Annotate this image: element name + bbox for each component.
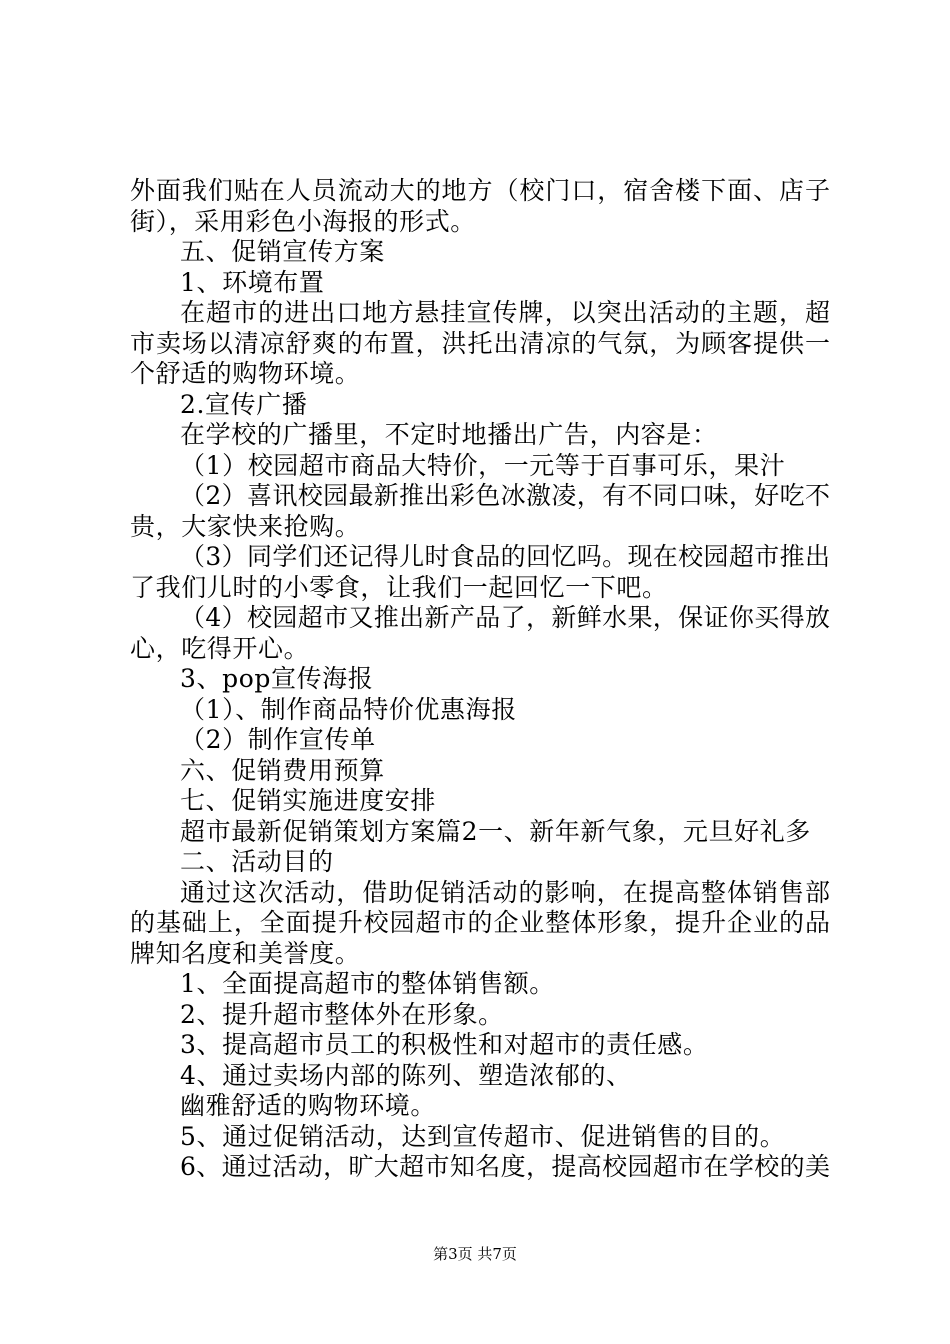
text-line: 个舒适的购物环境。 (130, 359, 361, 388)
text-line: 3、提高超市员工的积极性和对超市的责任感。 (180, 1030, 709, 1059)
text-line: 了我们儿时的小零食，让我们一起回忆一下吧。 (130, 572, 668, 602)
text-line: 5、通过促销活动，达到宣传超市、促进销售的目的。 (180, 1121, 786, 1151)
page-footer (0, 1244, 950, 1264)
text-line: 1、全面提高超市的整体销售额。 (180, 969, 555, 998)
text-line: 在学校的广播里，不定时地播出广告，内容是： (180, 420, 718, 449)
page-number: 第3页 共7页 (433, 1245, 517, 1263)
text-line: 市卖场以清凉舒爽的布置，洪托出清凉的气氛，为顾客提供一 (130, 328, 830, 358)
text-line: 六、促销费用预算 (180, 755, 385, 785)
text-line: 2、提升超市整体外在形象。 (180, 999, 504, 1029)
text-line: 4、通过卖场内部的陈列、塑造浓郁的、 (180, 1060, 632, 1090)
text-line: 3、pop宣传海报 (180, 664, 374, 693)
text-line: （3）同学们还记得儿时食品的回忆吗。现在校园超市推出 (180, 542, 830, 571)
text-line: （1）、制作商品特价优惠海报 (180, 694, 517, 724)
text-line: （2）制作宣传单 (180, 725, 376, 754)
text-line: 心，吃得开心。 (130, 633, 310, 663)
text-line: 在超市的进出口地方悬挂宣传牌，以突出活动的主题，超 (180, 298, 830, 327)
text-line: 通过这次活动，借助促销活动的影响，在提高整体销售部 (180, 877, 830, 907)
text-line: （2）喜讯校园最新推出彩色冰激凌，有不同口味，好吃不 (180, 481, 830, 510)
document-body (130, 176, 830, 1183)
text-line: 贵，大家快来抢购。 (130, 511, 361, 541)
text-line: 五、促销宣传方案 (180, 237, 385, 266)
text-line: 街），采用彩色小海报的形式。 (130, 206, 476, 236)
text-line: 二、活动目的 (180, 847, 334, 876)
text-line: （1）校园超市商品大特价，一元等于百事可乐，果汁 (180, 450, 786, 480)
text-line: 1、环境布置 (180, 267, 325, 297)
text-line: 2.宣传广播 (180, 389, 308, 419)
text-line: 6、通过活动，旷大超市知名度，提高校园超市在学校的美 (180, 1152, 830, 1181)
text-line: 超市最新促销策划方案篇2一、新年新气象，元旦好礼多 (180, 816, 811, 846)
text-line: （4）校园超市又推出新产品了，新鲜水果，保证你买得放 (180, 603, 830, 632)
text-line: 外面我们贴在人员流动大的地方（校门口，宿舍楼下面、店子 (130, 176, 830, 205)
text-line: 七、促销实施进度安排 (180, 786, 437, 815)
text-line: 牌知名度和美誉度。 (130, 938, 361, 968)
text-line: 的基础上，全面提升校园超市的企业整体形象，提升企业的品 (130, 908, 830, 937)
text-line: 幽雅舒适的购物环境。 (180, 1091, 437, 1120)
